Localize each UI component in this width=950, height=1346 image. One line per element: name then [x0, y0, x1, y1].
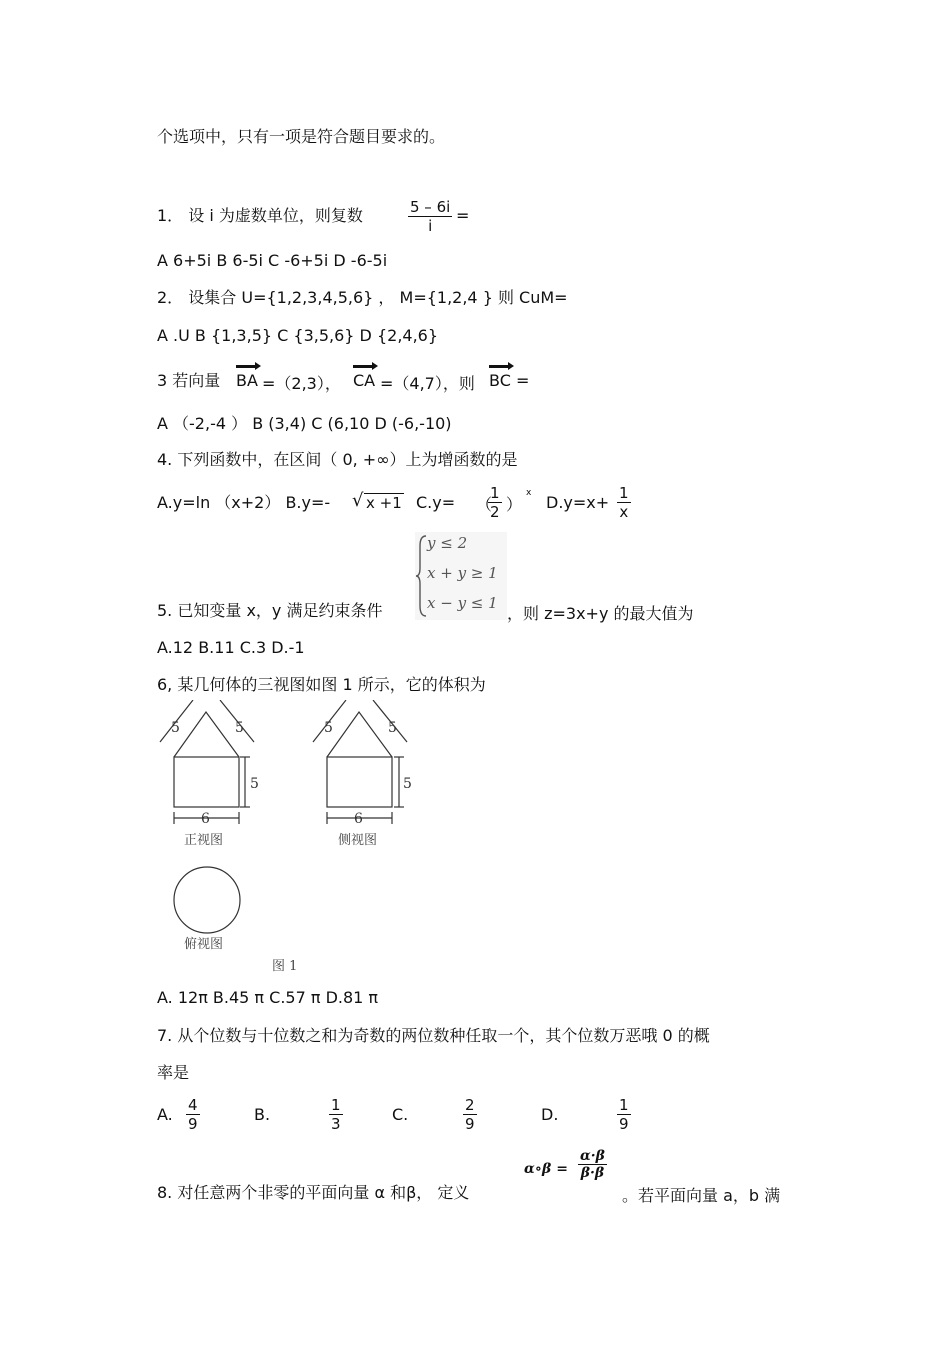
- q8-def-lhs: α∘β =: [524, 1161, 568, 1177]
- q3-mid1: =（2,3），: [262, 374, 341, 393]
- q3-mid2: =（4,7），则: [380, 374, 475, 393]
- vector-bc: [489, 371, 511, 390]
- q3-end: =: [516, 371, 530, 390]
- q6-stem: 6, 某几何体的三视图如图 1 所示，它的体积为: [157, 675, 486, 694]
- q1-frac-den: i: [408, 216, 452, 235]
- sqrt-icon: √: [352, 490, 364, 511]
- vector-arrow-icon: [236, 365, 258, 368]
- side-dim-height: 5: [403, 776, 412, 792]
- q8-definition: [520, 1148, 620, 1198]
- q7-stem-line1: 7. 从个位数与十位数之和为奇数的两位数种任取一个，其个位数万恶哦 0 的概: [157, 1026, 710, 1045]
- q4-c-num: 1: [490, 484, 500, 502]
- q1-eq: =: [456, 206, 470, 225]
- vector-ba: [236, 371, 258, 390]
- q7-b-num: 1: [331, 1096, 341, 1114]
- q3-stem-prefix: 3 若向量: [157, 371, 221, 390]
- q2-stem: 2． 设集合 U={1,2,3,4,5,6} ， M={1,2,4 } 则 CuM=: [157, 288, 568, 307]
- q7-d-den: 9: [619, 1115, 629, 1133]
- q4-stem: 4. 下列函数中，在区间（ 0, +∞）上为增函数的是: [157, 450, 518, 469]
- q4-paren-left: （: [476, 495, 493, 514]
- front-dim-left: 5: [171, 720, 180, 736]
- q4-paren-right: ）: [506, 495, 523, 514]
- q7-option-c-fraction: [463, 1096, 477, 1133]
- front-view-drawing: [160, 700, 254, 824]
- q8-def-den: β·β: [578, 1164, 607, 1181]
- vector-ba-label: BA: [236, 371, 258, 390]
- q4-option-c: C.y=: [416, 493, 456, 512]
- q6-three-view-figure: [150, 700, 430, 980]
- q4-c-exponent: x: [526, 488, 532, 498]
- q7-option-b-fraction: [329, 1096, 343, 1133]
- front-dim-height: 5: [250, 776, 259, 792]
- intro-text: 个选项中，只有一项是符合题目要求的。: [157, 127, 446, 146]
- side-dim-right: 5: [388, 720, 397, 736]
- q7-a-den: 9: [188, 1115, 198, 1133]
- q8-stem: 8. 对任意两个非零的平面向量 α 和β， 定义: [157, 1183, 470, 1202]
- vector-ca: [353, 371, 375, 390]
- side-dim-width: 6: [354, 811, 363, 827]
- q7-option-a-letter: A.: [157, 1105, 173, 1124]
- vector-bc-label: BC: [489, 371, 511, 390]
- q3-options: A （-2,-4 ） B (3,4) C (6,10 D (-6,-10): [157, 414, 452, 433]
- side-view-drawing: [313, 700, 407, 824]
- q7-stem-line2: 率是: [157, 1063, 190, 1082]
- q7-option-b-letter: B.: [254, 1105, 271, 1124]
- q8-def-num: α·β: [580, 1148, 605, 1164]
- front-dim-width: 6: [201, 811, 210, 827]
- q4-option-d: D.y=x+: [546, 493, 610, 512]
- q1-frac-num: 5 – 6i: [410, 198, 451, 216]
- q5-cond2: x + y ≥ 1: [427, 564, 498, 582]
- q2-options: A .U B {1,3,5} C {3,5,6} D {2,4,6}: [157, 326, 439, 345]
- q8-tail: 。若平面向量 a，b 满: [622, 1186, 781, 1205]
- q7-c-den: 9: [465, 1115, 475, 1133]
- q7-option-a-fraction: [186, 1096, 200, 1133]
- q1-stem: 1． 设 i 为虚数单位，则复数: [157, 206, 363, 225]
- q5-options: A.12 B.11 C.3 D.-1: [157, 638, 305, 657]
- q7-option-d-fraction: [617, 1096, 631, 1133]
- front-view-label: 正视图: [184, 833, 224, 848]
- q4-d-num: 1: [619, 484, 629, 502]
- side-dim-left: 5: [324, 720, 333, 736]
- q4-d-fraction: [617, 484, 631, 521]
- q5-cond3: x − y ≤ 1: [427, 594, 498, 612]
- q7-d-num: 1: [619, 1096, 629, 1114]
- q5-stem: 5. 已知变量 x，y 满足约束条件: [157, 601, 383, 620]
- q5-cond1: y ≤ 2: [427, 534, 468, 552]
- q7-a-num: 4: [188, 1096, 198, 1114]
- q7-b-den: 3: [331, 1115, 341, 1133]
- side-view-label: 侧视图: [338, 833, 378, 848]
- q4-c-den: 2: [490, 503, 500, 521]
- q4-d-den: x: [617, 502, 631, 521]
- q5-tail: ，则 z=3x+y 的最大值为: [507, 604, 694, 623]
- q7-option-c-letter: C.: [392, 1105, 409, 1124]
- q7-option-d-letter: D.: [541, 1105, 559, 1124]
- q4-sqrt-radicand: x +1: [366, 494, 402, 512]
- figure-label: 图 1: [272, 959, 298, 974]
- q4-option-ab: A.y=ln （x+2） B.y=-: [157, 493, 331, 512]
- q5-constraint-system: [415, 532, 507, 620]
- q4-c-fraction: [488, 484, 502, 521]
- q6-options: A. 12π B.45 π C.57 π D.81 π: [157, 988, 379, 1007]
- front-dim-right: 5: [235, 720, 244, 736]
- vector-arrow-icon: [353, 365, 375, 368]
- q8-def-fraction: [578, 1148, 607, 1181]
- top-view-label: 俯视图: [184, 937, 224, 952]
- q1-fraction: [408, 198, 452, 235]
- q7-c-num: 2: [465, 1096, 475, 1114]
- vector-ca-label: CA: [353, 371, 376, 390]
- vector-arrow-icon: [489, 365, 511, 368]
- top-view-drawing: [174, 867, 240, 933]
- q1-options: A 6+5i B 6-5i C -6+5i D -6-5i: [157, 251, 388, 270]
